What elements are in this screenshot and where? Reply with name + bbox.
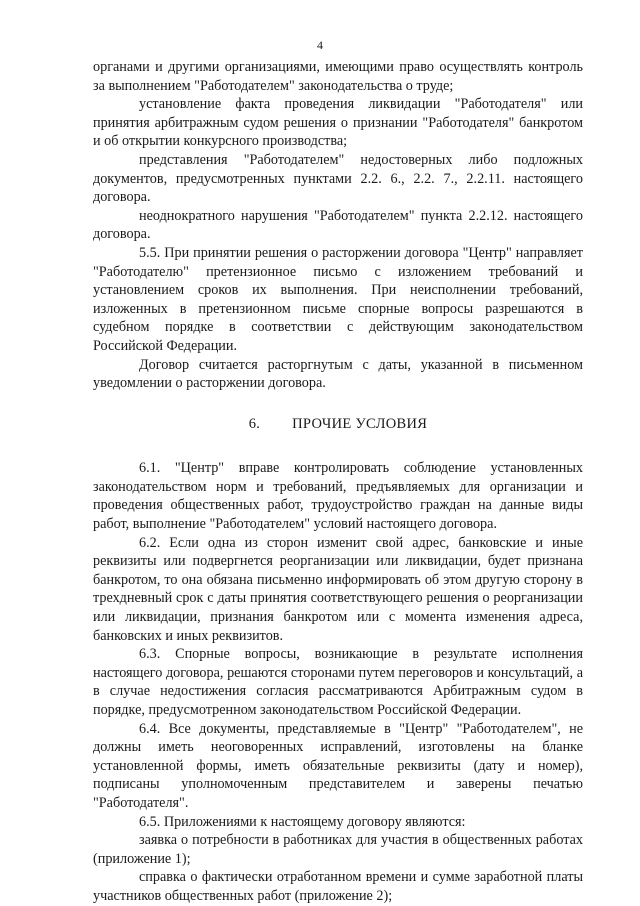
paragraph: представления "Работодателем" недостоверных либо подложных документов, предусмотренных пунктами 2.2. 6., 2.2. 7., 2.2.11. настоящего договора. xyxy=(93,151,583,206)
list-item: заявка о потребности в работниках для участия в общественных работах (приложение 1); xyxy=(93,832,583,867)
section-heading xyxy=(93,415,583,434)
paragraph: 6.5. Приложениями к настоящему договору являются: xyxy=(139,813,466,830)
list-item: справка о фактически отработанном времени и сумме заработной платы участников общественных работ (приложение 2); xyxy=(93,869,583,904)
paragraph: 6.3. Спорные вопросы, возникающие в результате исполнения настоящего договора, решаются сторонами путем переговоров и консультаций, а в случае недостижения согласия рассматриваются Арбитражным судом в порядке, предусмотренном законодательством Российской Федерации. xyxy=(93,646,583,718)
document-body xyxy=(93,58,583,906)
paragraph: 6.2. Если одна из сторон изменит свой адрес, банковские и иные реквизиты или подвергнется реорганизации или ликвидации, будет признана банкротом, то она обязана письменно информировать об этом другую сторону в трехдневный срок с даты принятия соответствующего решения о реорганизации или ликвидации, признания банкротом или с момента изменения адреса, банковских и иных реквизитов. xyxy=(93,534,583,644)
paragraph: 6.4. Все документы, представляемые в "Центр" "Работодателем", не должны иметь неоговоренных исправлений, изготовлены на бланке установленной формы, иметь обязательные реквизиты (дату и номер), подписаны уполномоченным представителем и заверены печатью "Работодателя". xyxy=(93,720,583,811)
paragraph: 5.5. При принятии решения о расторжении договора "Центр" направляет "Работодателю" претензионное письмо с изложением требований и установлением сроков их выполнения. При неисполнении требований, изложенных в претензионном письме спорные вопросы разрешаются в судебном порядке в соответствии с действующим законодательством Российской Федерации. xyxy=(93,244,583,354)
paragraph: неоднократного нарушения "Работодателем" пункта 2.2.12. настоящего договора. xyxy=(93,207,583,243)
page-number: 4 xyxy=(317,38,323,52)
paragraph: установление факта проведения ликвидации "Работодателя" или принятия арбитражным судом решения о признании "Работодателя" банкротом и об открытии конкурсного производства; xyxy=(93,96,583,150)
section-number: 6. xyxy=(248,415,261,432)
section-5-tail xyxy=(93,58,583,393)
section-6 xyxy=(93,459,583,905)
paragraph: Договор считается расторгнутым с даты, указанной в письменном уведомлении о расторжении договора. xyxy=(93,356,583,392)
section-title: ПРОЧИЕ УСЛОВИЯ xyxy=(292,415,428,432)
paragraph: органами и другими организациями, имеющими право осуществлять контроль за выполнением "Работодателем" законодательства о труде; xyxy=(93,59,583,94)
paragraph: 6.1. "Центр" вправе контролировать соблюдение установленных законодательством норм и требований, предъявляемых для организации и проведения общественных работ, трудоустройство граждан на данные виды работ, выполнение "Работодателем" условий настоящего договора. xyxy=(93,460,583,533)
